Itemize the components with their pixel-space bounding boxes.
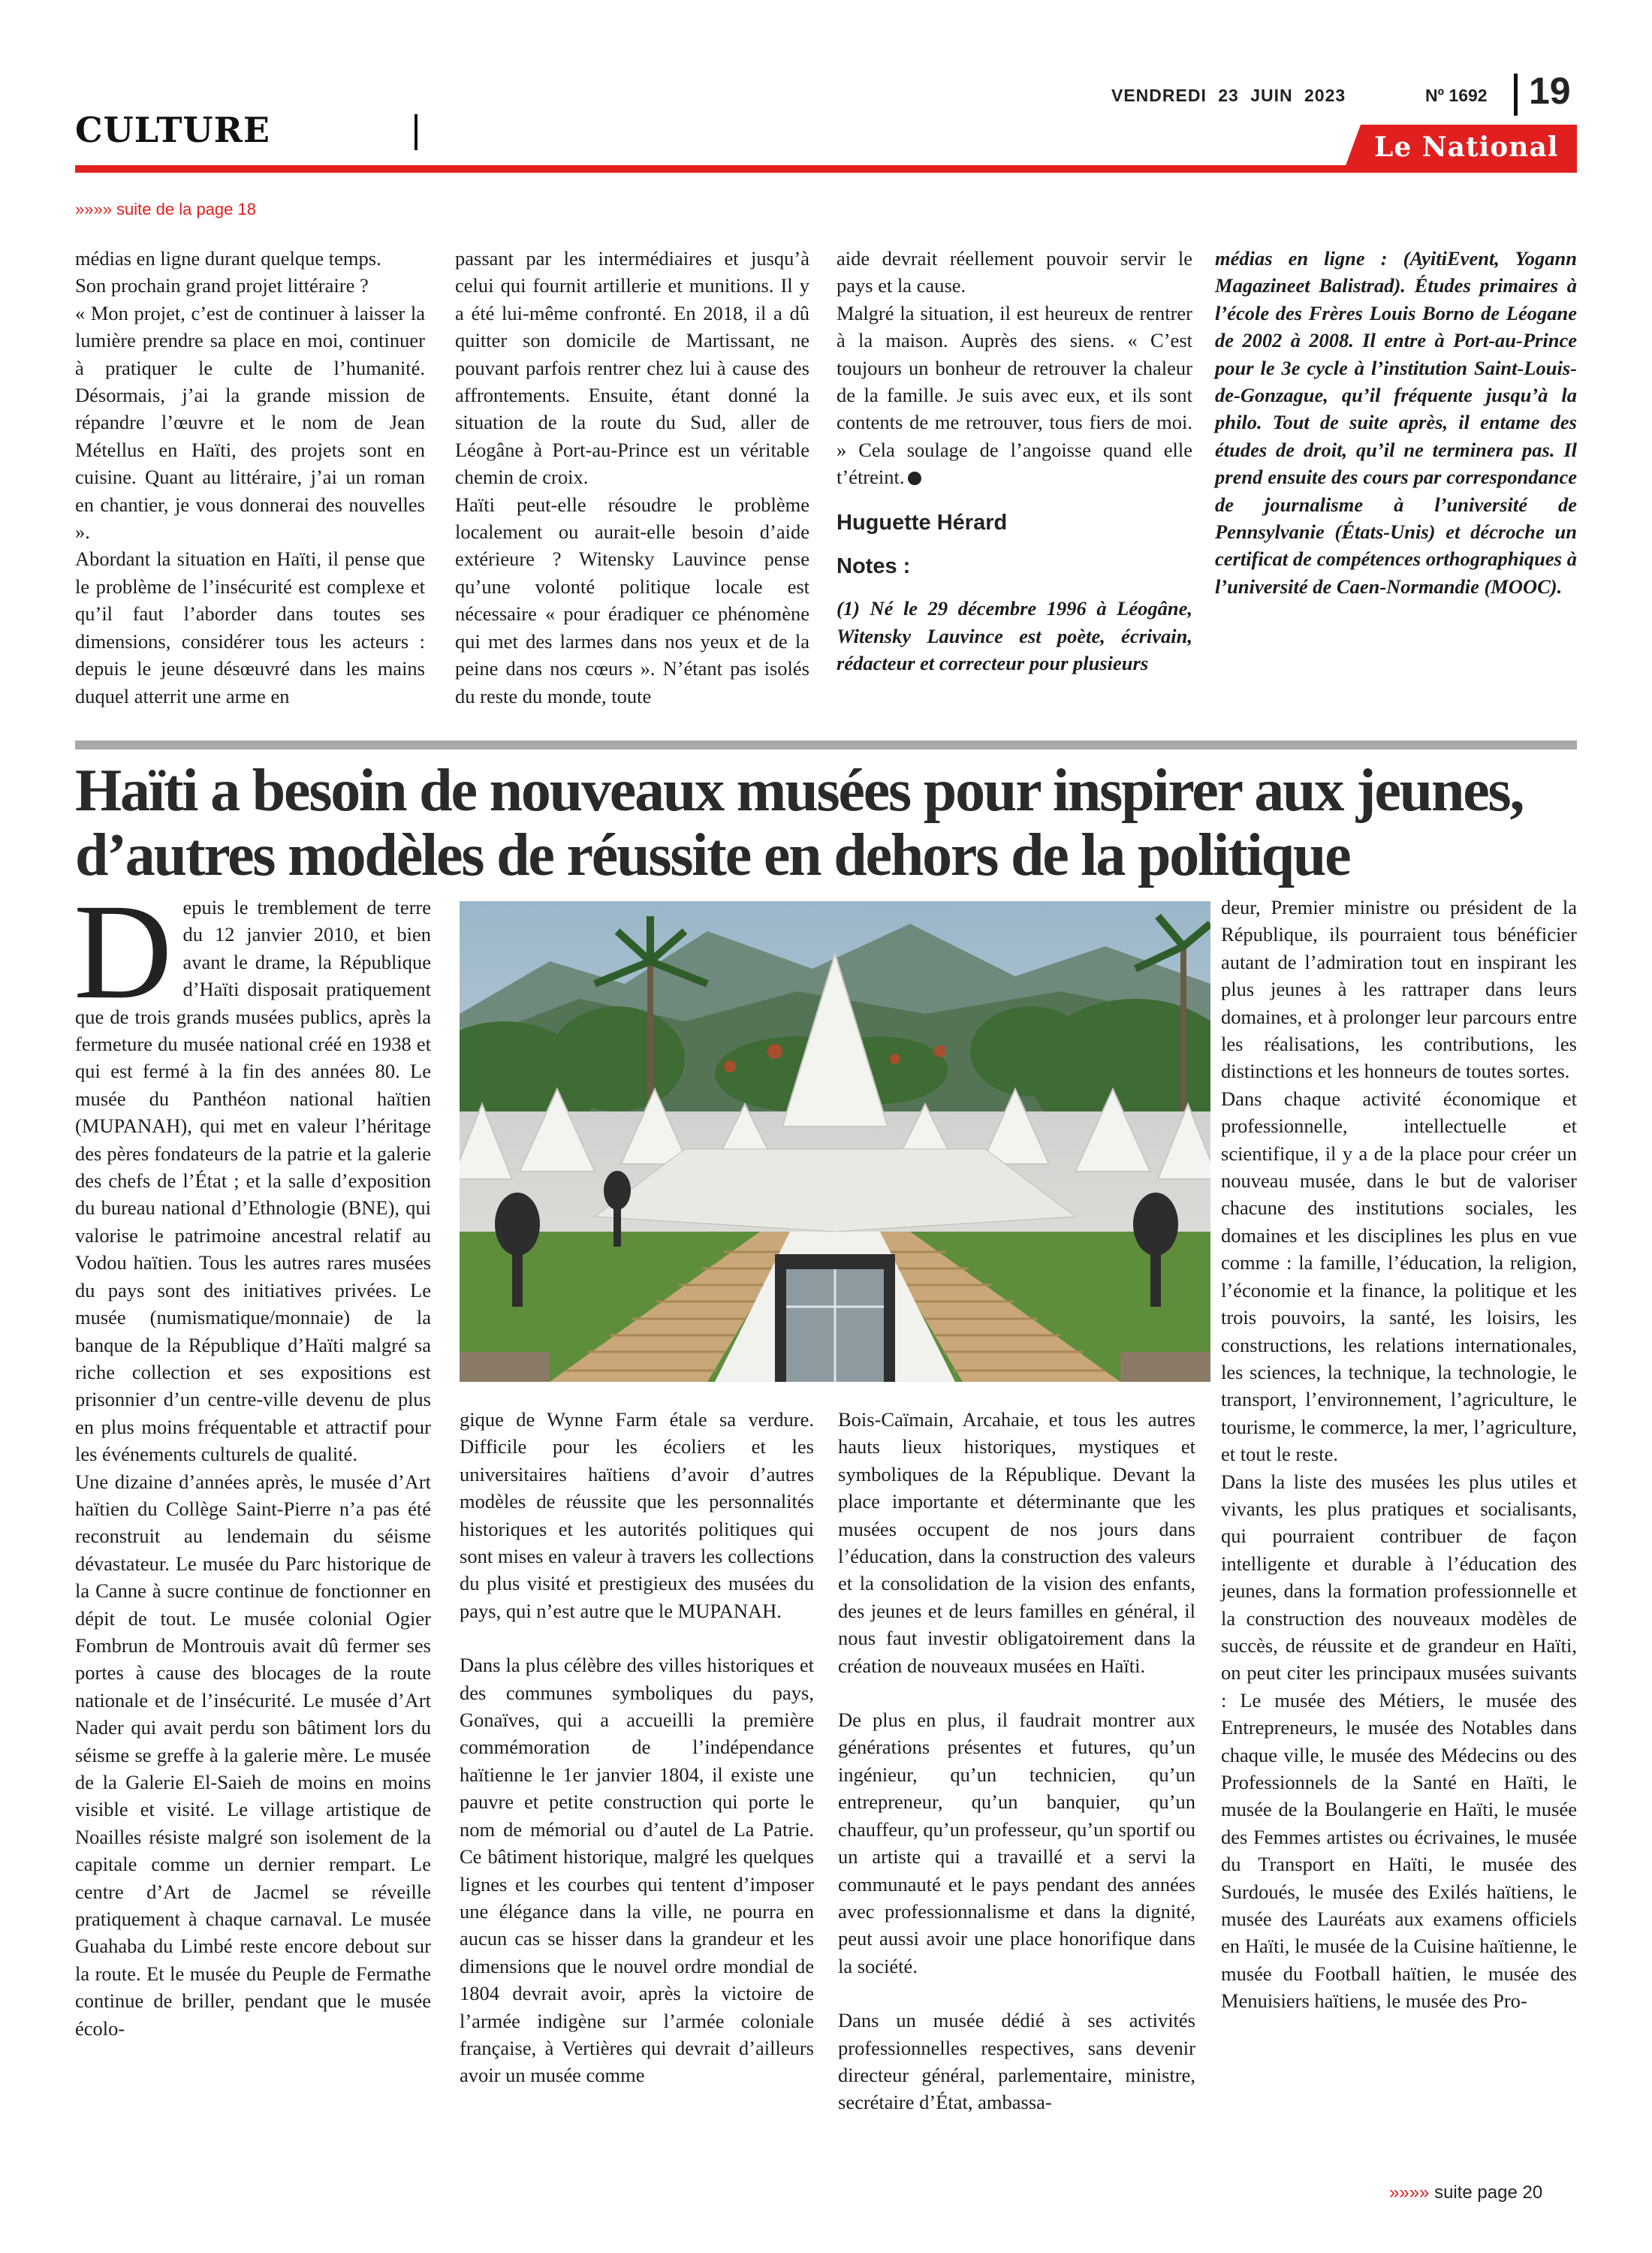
paragraph: Abordant la situation en Haïti, il pense que le problème de l’insécurité est complexe et qu’il faut l’aborder dans toutes ses dimensions, considérer tous les acteurs : depuis le jeune désœuvré dans les mains duquel atterrit une arme en: [75, 547, 425, 707]
paragraph-text: Malgré la situation, il est heureux de rentrer à la maison. Auprès des siens. « C’est toujours un bonheur de retrouver la chaleur de la famille. Je suis avec eux, et ils sont contents de me retrouver, tous fiers de moi. » Cela soulage de l’angoisse quand elle t’étreint.: [837, 301, 1192, 489]
article-headline: Haïti a besoin de nouveaux musées pour inspirer aux jeunes, d’autres modèles de réussite en dehors de la politique: [75, 758, 1524, 888]
article-separator: [75, 740, 1577, 749]
issue-number: Nº 1692: [1425, 86, 1488, 105]
article-column-3: [838, 1406, 1195, 2116]
paragraph-spacer: [838, 1679, 1195, 1706]
paragraph: gique de Wynne Farm étale sa verdure. Difficile pour les écoliers et les universitaires haïtiens d’avoir d’autres modèles de réussite que les personnalités historiques et les autorités politiques qui sont mises en valeur à travers les collections du plus visité et prestigieux des musées du pays, qui n’est autre que le MUPANAH.: [460, 1408, 814, 1622]
section-title: CULTURE: [75, 110, 270, 150]
museum-photo: [460, 901, 1210, 1382]
paragraph: Dans la plus célèbre des villes historiques et des communes symboliques du pays, Gonaïves, qui a accueilli la première commémoration de l’indépendance haïtienne le 1er janvier 1804, il existe une pauvre et petite construction qui porte le nom de mémorial ou d’autel de La Patrie. Ce bâtiment historique, malgré les quelques lignes et les courbes qui tentent d’imposer une élégance dans la ville, ne pourra en aucun cas se hisser dans la grandeur et les dimensions que le nouvel ordre mondial de 1804 devrait avoir, après la victoire de l’armée indigène sur l’armée coloniale française, à Vertières qui devrait d’ailleurs avoir un musée comme: [460, 1654, 814, 2087]
notes-text: (1) Né le 29 décembre 1996 à Léogâne, Witensky Lauvince est poète, écrivain, rédacteur et correcteur pour plusieurs: [837, 597, 1192, 675]
continued-to-text: suite page 20: [1434, 2182, 1543, 2203]
top-column-1: [75, 245, 425, 710]
paragraph-text: epuis le tremblement de terre du 12 janvier 2010, et bien avant le drame, la République d’Haïti disposait pratiquement que de trois grands musées publics, après la fermeture du musée national créé en 1938 et qui est fermé à la fin des années 80. Le musée du Panthéon national haïtien (MUPANAH), qui met en valeur l’héritage des pères fondateurs de la patrie et la galerie des chefs de l’État ; et la salle d’exposition du bureau national d’Ethnologie (BNE), qui valorise le patrimoine ancestral relatif au Vodou haïtien. Tous les autres rares musées du pays sont des initiatives privées. Le musée (numismatique/monnaie) de la banque de la République d’Haïti malgré sa riche collection et ses expositions est prisonnier d’un centre-ville devenu de plus en plus moins fréquentable et attractif pour les événements culturels de qualité.: [75, 896, 431, 1466]
paragraph: Bois-Caïmain, Arcahaie, et tous les autres hauts lieux historiques, mystiques et symboliques de la République. Devant la place importante et déterminante que les musées occupent de nos jours dans l’éducation, dans la construction des valeurs et la consolidation de la vision des enfants, des jeunes et de leurs familles en général, il nous faut investir obligatoirement dans la création de nouveaux musées en Haïti.: [838, 1408, 1195, 1677]
continued-from-link[interactable]: »»»» suite de la page 18: [75, 200, 256, 219]
drop-cap: D: [74, 876, 173, 1027]
article-column-4: [1221, 894, 1577, 2015]
paragraph: aide devrait réellement pouvoir servir le pays et la cause.: [837, 247, 1192, 297]
top-column-2: [455, 245, 809, 710]
page-number: 19: [1529, 70, 1571, 112]
newspaper-brand: Le National: [1374, 131, 1559, 163]
article-column-2: [460, 1406, 814, 2089]
page-number-divider: [1514, 74, 1518, 116]
paragraph: Dans la liste des musées les plus utiles et vivants, les plus pratiques et socialisants, qui pourraient contribuer de façon intelligente et durable à l’éducation des jeunes, dans la formation professionnelle et la construction des nouveaux modèles de succès, de réussite et de grandeur en Haïti, on peut citer les principaux musées suivants : Le musée des Métiers, le musée des Entrepreneurs, le musée des Notables dans chaque ville, le musée des Médecins ou des Professionnels de la Santé en Haïti, le musée de la Boulangerie en Haïti, le musée des Femmes artistes ou écrivaines, le musée du Transport en Haïti, le musée des Surdoués, le musée des Exilés haïtiens, le musée des Lauréats aux examens officiels en Haïti, le musée de la Cuisine haïtienne, le musée du Football haïtien, le musée des Menuisiers haïtiens, le musée des Pro-: [1221, 1470, 1577, 2013]
article-author: Huguette Hérard: [837, 510, 1008, 535]
paragraph: [74, 876, 431, 1468]
article-column-1: [74, 876, 431, 2042]
paragraph: [837, 300, 1192, 491]
paragraph: Dans un musée dédié à ses activités professionnelles respectives, sans devenir directeur général, parlementaire, ministre, secrétaire d’État, ambassa-: [838, 2009, 1195, 2114]
top-column-4: [1215, 245, 1577, 600]
notes-heading: Notes :: [837, 554, 911, 579]
section-divider: [415, 114, 418, 150]
continue-arrows-icon: »»»»: [1389, 2182, 1430, 2203]
continued-to-link[interactable]: [1389, 2182, 1542, 2203]
paragraph: Une dizaine d’années après, le musée d’Art haïtien du Collège Saint-Pierre n’a pas été reconstruit au lendemain du séisme dévastateur. Le musée du Parc historique de la Canne à sucre continue de fonctionner en dépit de tout. Le musée colonial Ogier Fombrun de Montrouis avait dû fermer ses portes à cause des blocages de la route nationale et de l’insécurité. Le musée d’Art Nader qui avait perdu son bâtiment lors du séisme se greffe à la galerie mère. Le musée de la Galerie El-Saieh de moins en moins visible et visité. Le village artistique de Noailles résiste malgré son isolement de la capitale comme un dernier rempart. Le centre d’Art de Jacmel se réveille pratiquement à chaque carnaval. Le musée Guahaba du Limbé reste encore debout sur la route. Et le musée du Peuple de Fermathe continue de briller, pendant que le musée écolo-: [75, 1470, 431, 2040]
top-column-3: [837, 245, 1192, 677]
paragraph: « Mon projet, c’est de continuer à laisser la lumière prendre sa place en moi, continuer à pratiquer le culte de l’humanité. Désormais, j’ai la grande mission de répandre l’œuvre et le nom de Jean Métellus en Haïti, des projets sont en cuisine. Quant au littéraire, j’ai un roman en chantier, je vous donnerai des nouvelles ».: [75, 301, 425, 544]
paragraph: Dans chaque activité économique et professionnelle, intellectuelle et scientifique, il y a de la place pour créer un nouveau musée, dans le but de valoriser chacune des institutions sociales, les domaines et les disciplines les plus en vue comme : la famille, l’éducation, la religion, l’économie et la finance, la politique et les trois pouvoirs, la santé, les loisirs, les constructions, les relations internationales, les sciences, la technique, la technologie, le transport, l’environnement, l’agriculture, le tourisme, le commerce, la mer, l’agriculture, et tout le reste.: [1221, 1087, 1577, 1466]
paragraph: deur, Premier ministre ou président de la République, ils pourraient tous bénéficier autant de l’admiration tout en inspirant les plus jeunes à les rattraper dans leurs domaines, et à prolonger leur parcours entre les réalisations, les contributions, les distinctions et les honneurs de toutes sortes.: [1221, 896, 1577, 1083]
paragraph: médias en ligne durant quelque temps.: [75, 247, 381, 270]
notes-continued: médias en ligne : (AyitiEvent, Yogann Magazineet Balistrad). Études primaires à l’école des Frères Louis Borno de Léogane de 2002 à 2008. Il entre à Port-au-Prince pour le 3e cycle à l’institution Saint-Louis-de-Gonzague, qu’il fréquente jusqu’à la philo. Tout de suite après, il entame des études de droit, qu’il ne terminera pas. Il prend ensuite des cours par correspondance de journalisme à l’université de Pennsylvanie (États-Unis) et décroche un certificat de compétences orthographiques à l’université de Caen-Normandie (MOOC).: [1215, 247, 1577, 598]
paragraph: Son prochain grand projet littéraire ?: [75, 274, 369, 297]
end-of-article-icon: [908, 472, 921, 485]
issue-date: VENDREDI 23 JUIN 2023: [1111, 86, 1346, 105]
paragraph: De plus en plus, il faudrait montrer aux générations présentes et futures, qu’un ingénieur, qu’un technicien, qu’un entrepreneur, qu’un banquier, qu’un chauffeur, qu’un professeur, qu’un sportif ou un artiste qui a travaillé et a servi la communauté et le pays pendant des années avec professionnalisme et dans la dignité, peut aussi avoir une place honorifique dans la société.: [838, 1709, 1195, 1977]
paragraph-spacer: [838, 1980, 1195, 2007]
paragraph: Haïti peut-elle résoudre le problème localement ou aurait-elle besoin d’aide extérieure ? Witensky Lauvince pense qu’une volonté politique locale est nécessaire « pour éradiquer ce phénomène qui met des larmes dans nos yeux et de la peine dans nos cœurs ». N’étant pas isolés du reste du monde, toute: [455, 493, 809, 707]
paragraph-spacer: [460, 1624, 814, 1651]
paragraph: passant par les intermédiaires et jusqu’à celui qui fournit artillerie et munitions. Il y a été lui-même confronté. En 2018, il a dû quitter son domicile de Martissant, ne pouvant parfois rentrer chez lui à cause des affrontements. Ensuite, étant donné la situation de la route du Sud, aller de Léogâne à Port-au-Prince est un véritable chemin de croix.: [455, 247, 809, 489]
pantheon-museum-image: [460, 901, 1210, 1382]
